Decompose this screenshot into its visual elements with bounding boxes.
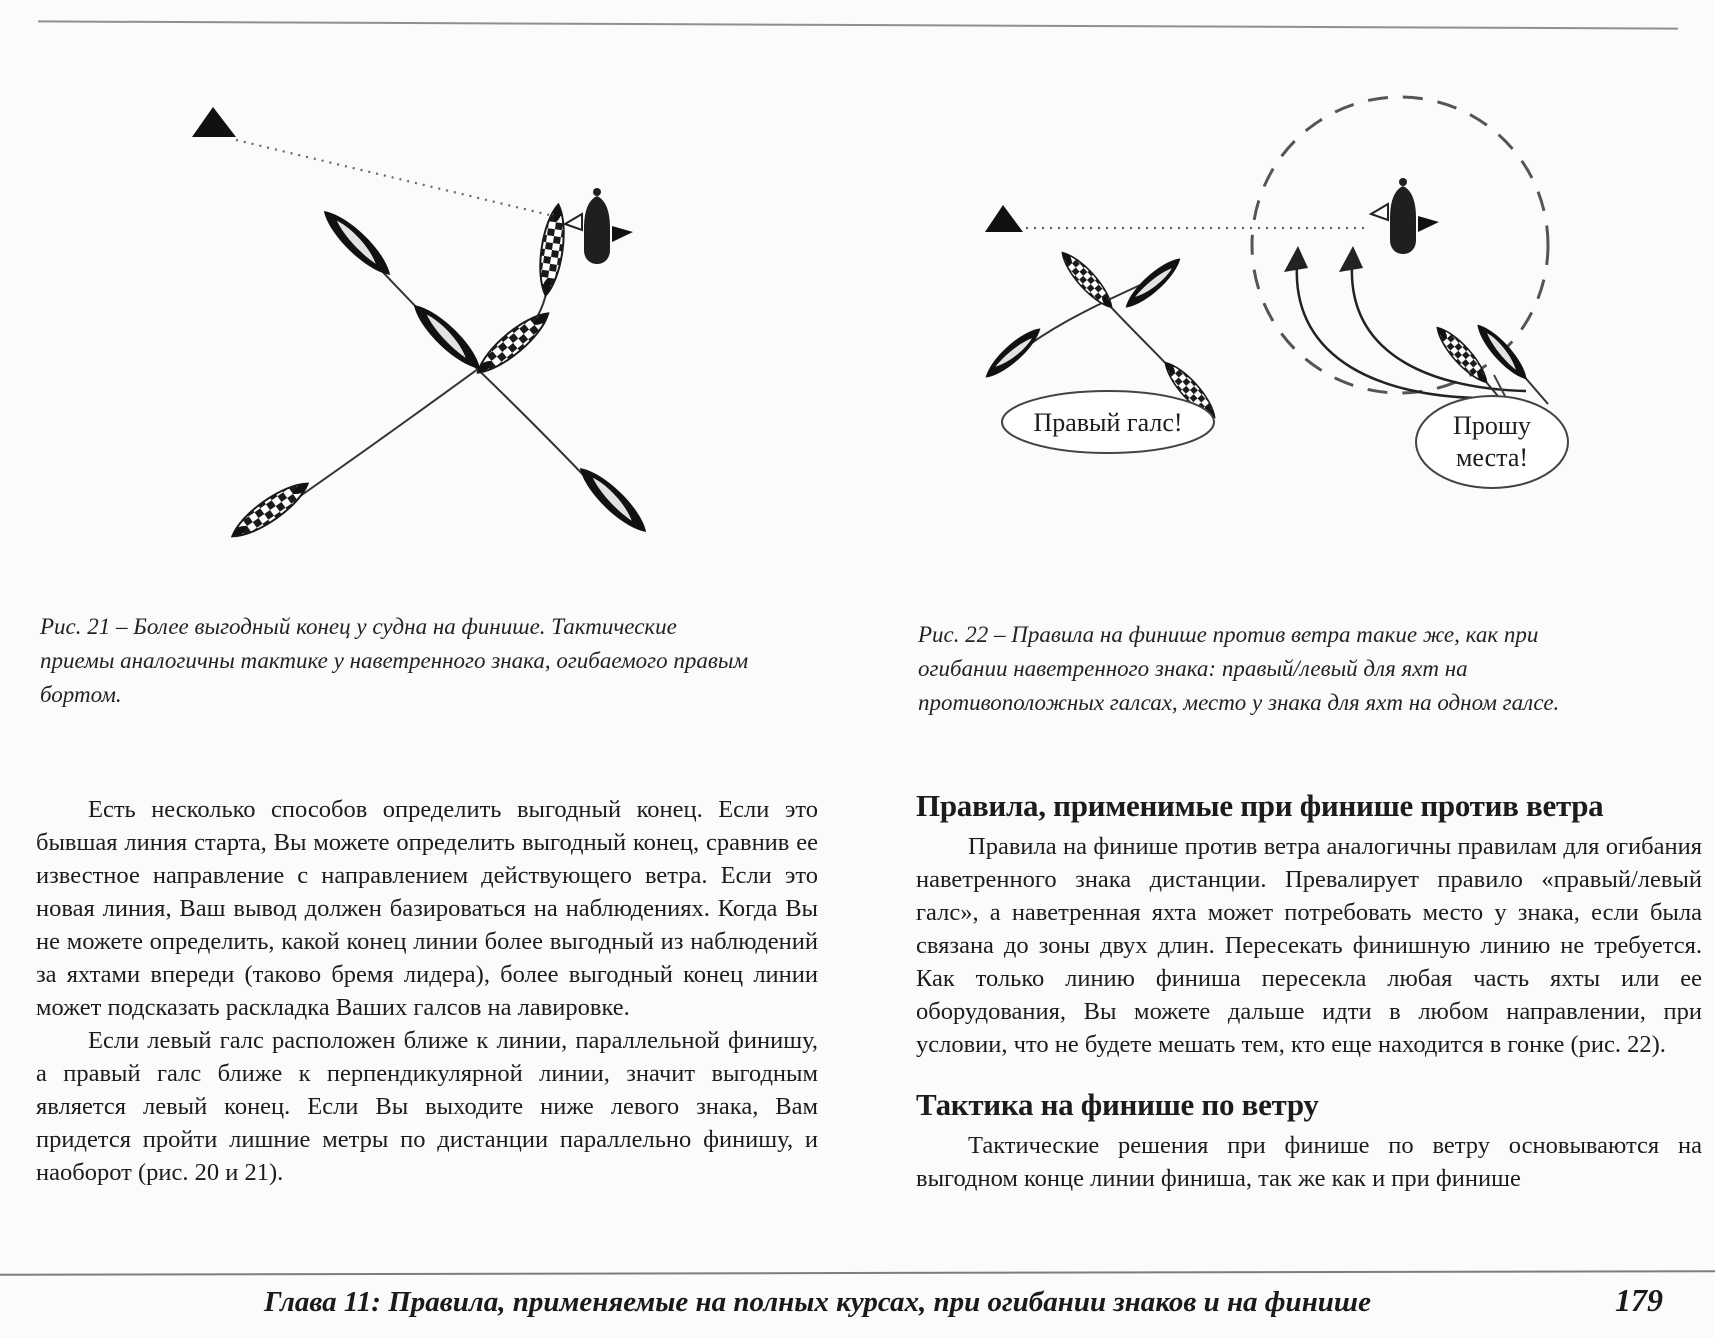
black-boat [980, 322, 1046, 384]
left-paragraph-1: Есть несколько способов определить выгодный конец. Если это бывшая линия старта, Вы можете определить выгодный конец, сравнив ее известное направление с направлением действующего ветра. Если это новая линия, Ваш вывод должен базироваться на наблюдениях. Когда Вы не можете определить, какой конец линии более выгодный из наблюдений за яхтами впереди (таково бремя лидера), более выгодный конец линии может подсказать раскладка Ваших галсов на лавировке. [36, 796, 818, 1021]
finish-line-dotted [236, 140, 562, 218]
checkered-boat [471, 305, 555, 380]
black-boat [1120, 252, 1186, 314]
black-boat-track [360, 248, 620, 514]
checkered-boat [535, 203, 569, 297]
speech-bubble-room-text-line1: Прошу [1453, 411, 1531, 440]
figure-22-caption: Рис. 22 – Правила на финише против ветра такие же, как при огибании наветренного знака: правый/левый для яхт на противоположных галсах, место у знака для яхт на одном галсе. [918, 622, 1560, 715]
course-arrow-outer [1297, 265, 1478, 398]
figure-22-diagram [880, 60, 1680, 550]
speech-bubble-starboard-text: Правый галс! [1033, 408, 1183, 437]
speech-bubble-room [1416, 396, 1568, 488]
committee-boat-icon [1371, 178, 1439, 254]
speech-bubble-room-text-line2: места! [1455, 443, 1529, 472]
section-heading-finish-upwind: Правила, применимые при финише против ветра [916, 788, 1604, 823]
checkered-boat [226, 475, 313, 545]
right-paragraph-1: Правила на финише против ветра аналогичны правилам для огибания наветренного знака дистанции. Превалирует правило «правый/левый галс», а наветренная яхта может потребовать место у знака, если была связана до зоны двух длин. Пересекать финишную линию не требуется. Как только линию финиша пересекла любая часть яхты или ее оборудования, Вы можете дальше идти в любом направлении, при условии, что не будете мешать тем, кто еще находится в гонке (рис. 22). [916, 833, 1702, 1058]
finish-pin-mark-icon [985, 205, 1023, 232]
right-paragraph-2: Тактические решения при финише по ветру основываются на выгодном конце линии финиша, так же как и при финише [916, 1132, 1702, 1192]
committee-boat-icon [565, 188, 633, 264]
arrowhead-icon [1339, 246, 1363, 272]
black-boat [573, 460, 654, 539]
footer-chapter-title: Глава 11: Правила, применяемые на полных курсах, при огибании знаков и на финише [264, 1286, 1371, 1318]
arrowhead-icon [1284, 246, 1308, 272]
right-text-column [916, 788, 1702, 1195]
checkered-boat [1056, 247, 1118, 313]
figure-21-diagram [40, 50, 760, 560]
black-boat [407, 297, 488, 376]
page-number: 179 [1615, 1282, 1663, 1318]
figure-21-caption: Рис. 21 – Более выгодный конец у судна на финише. Тактические приемы аналогичны тактике у наветренного знака, огибаемого правым бортом. [40, 614, 749, 707]
footer-rule [0, 1270, 1715, 1276]
left-text-column [36, 793, 818, 1189]
finish-pin-mark-icon [192, 107, 236, 137]
section-heading-finish-downwind: Тактика на финише по ветру [916, 1087, 1319, 1122]
black-boat [317, 203, 398, 282]
top-page-rule [38, 20, 1678, 29]
left-paragraph-2: Если левый галс расположен ближе к линии, параллельной финишу, а правый галс ближе к перпендикулярной линии, значит выгодным является левый конец. Если Вы выходите ниже левого знака, Вам придется пройти лишние метры по дистанции параллельно финишу, и наоборот (рис. 20 и 21). [36, 1027, 818, 1186]
